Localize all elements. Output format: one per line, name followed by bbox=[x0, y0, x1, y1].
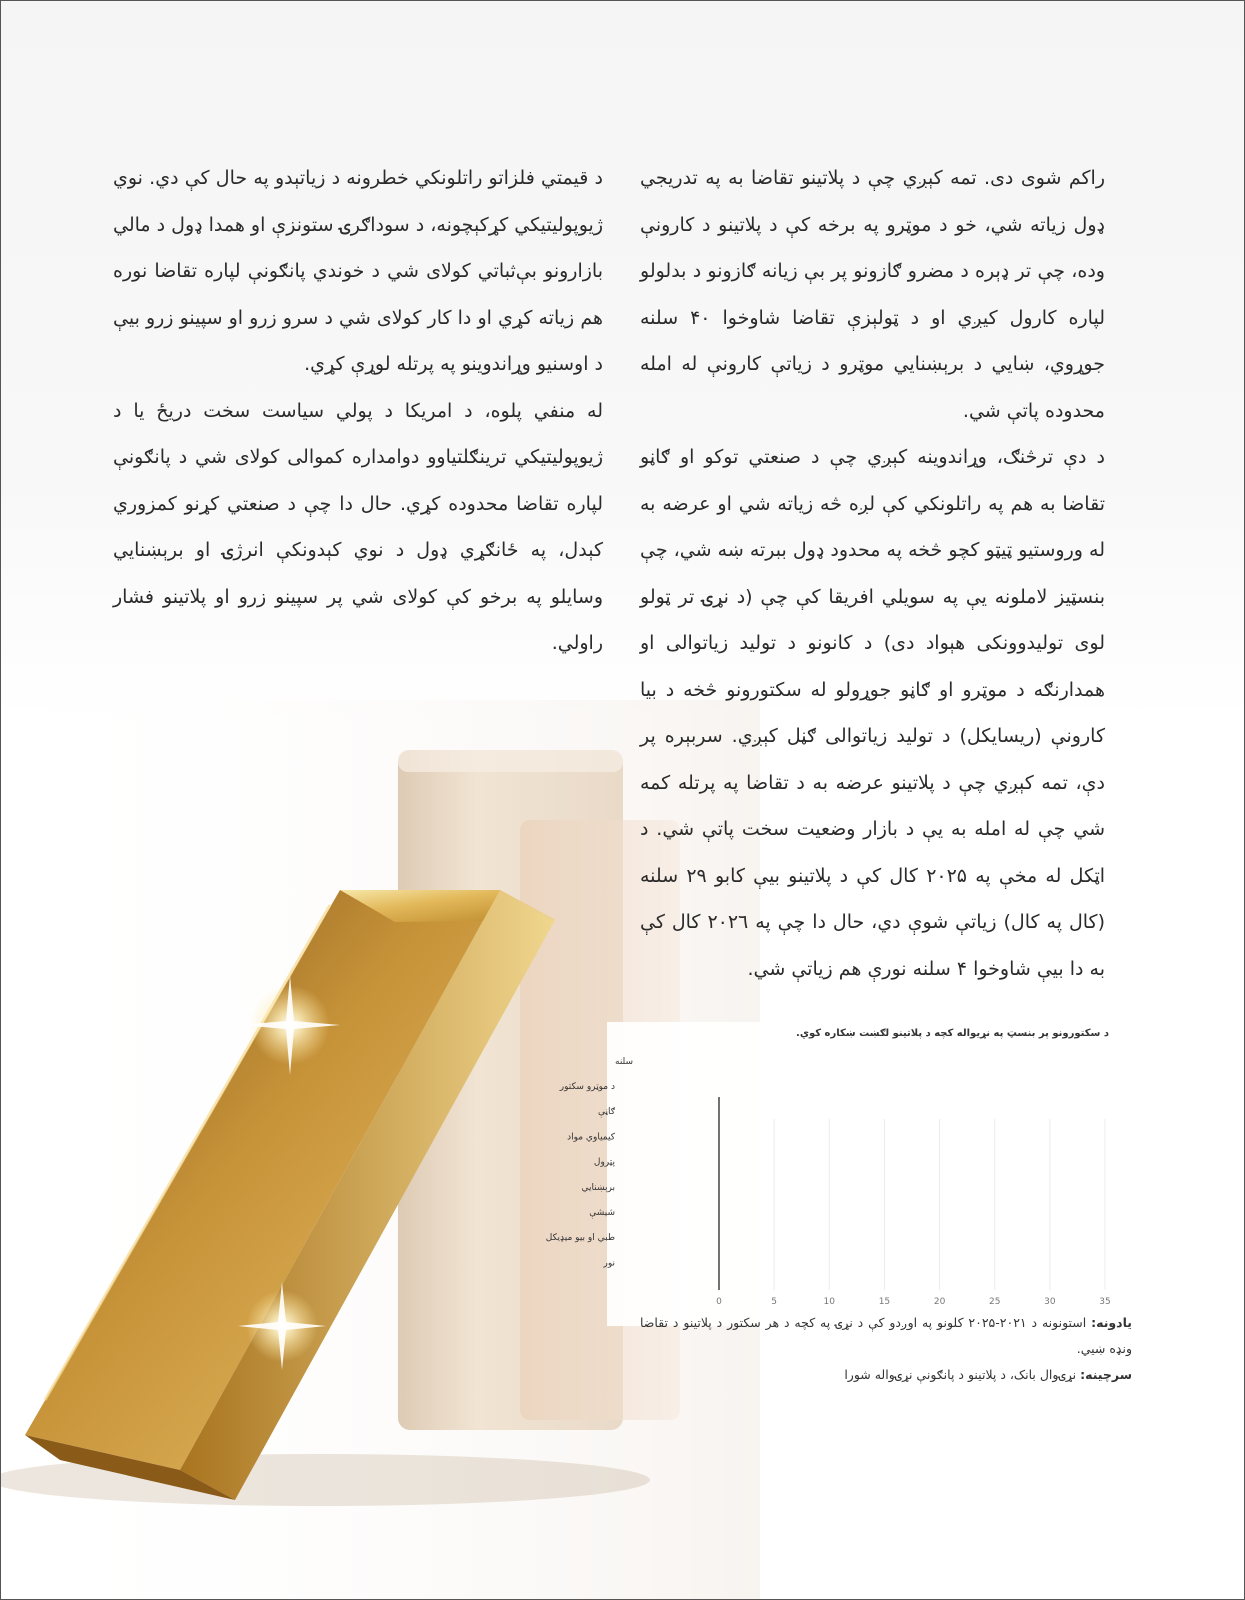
paragraph: د دې ترڅنګ، وړاندوینه کېږي چې د صنعتي توکو او ګاڼو تقاضا به هم په راتلونکي کې لږه څه زیاته شي او عرضه به له وروستیو ټیټو کچو څخه په محدود ډول ببرته ښه شي، چې بنسټیز لاملونه يې په سویلي افریقا کې چې (د نړۍ تر ټولو لوی تولیدوونکی هېواد دی) د کانونو د تولید زیاتوالی او همدارنګه د موټرو او ګاڼو جوړولو له سکتورونو څخه د بیا کارونې (ریسایکل) د تولید زیاتوالی ګڼل کېږي. سربېره پر دې، تمه کېږي چې د پلاتینو عرضه به د تقاضا په پرتله کمه شي چې له امله به يې د بازار وضعیت سخت پاتې شي. د اټکل له مخې په ۲۰۲۵ کال کې د پلاتینو بیې کابو ۲۹ سلنه (کال په کال) زیاتې شوې دي، حال دا چې په ۲۰۲٦ کال کې به دا بیې شاوخوا ۴ سلنه نورې هم زیاتې شي. bbox=[640, 446, 1106, 980]
category-label: کیمیاوي مواد bbox=[567, 1132, 615, 1143]
note-label: یادونه: bbox=[1091, 1315, 1132, 1330]
chart-note bbox=[640, 1310, 1132, 1362]
x-tick-label: 5 bbox=[771, 1297, 778, 1307]
x-tick-label: 35 bbox=[1099, 1297, 1111, 1307]
source-text: نړۍوال بانک، د پلاتینو د پانګونې نړۍواله شورا bbox=[844, 1367, 1081, 1382]
paragraph: د قیمتي فلزاتو راتلونکي خطرونه د زیاتېدو په حال کې دي. نوي ژیوپولیتیکي کړکېچونه، د سوداګرۍ ستونزې او همدا ډول د مالي بازارونو بې‌ثباتي کولای شي د خوندي پانګونې لپاره تقاضا نوره هم زیاته کړي او دا کار کولای شي د سرو زرو او سپینو زرو بیې د اوسنیو وړاندوینو په پرتله لوړې کړي. bbox=[113, 167, 603, 375]
category-label: طبي او بیو میډیکل bbox=[545, 1233, 615, 1244]
category-label: ګاڼې bbox=[597, 1107, 615, 1118]
paragraph: راکم شوی دی. تمه کېږي چې د پلاتینو تقاضا به په تدریجي ډول زیاته شي، خو د موټرو په برخه کې د پلاتینو د کارونې وده، چې تر ډېره د مضرو ګازونو پر بې زیانه ګازونو د بدلولو لپاره کارول کیږي او د ټولېزې تقاضا شاوخوا ۴۰ سلنه جوړوي، ښايي د برېښنايي موټرو د زیاتې کارونې له امله محدوده پاتې شي. bbox=[640, 167, 1105, 422]
x-tick-label: 0 bbox=[716, 1297, 722, 1307]
legend-label: سلنه bbox=[615, 1057, 634, 1067]
x-tick-label: 15 bbox=[878, 1297, 891, 1307]
x-tick-label: 30 bbox=[1044, 1297, 1056, 1307]
platinum-demand-chart bbox=[545, 1022, 1127, 1326]
paragraph: له منفي پلوه، د امریکا د پولي سیاست سخت دریځ یا د ژیوپولیتیکي ترینګلتیاوو دوامداره کموالی کولای شي د پانګونې لپاره تقاضا محدوده کړي. حال دا چې د صنعتي کړنو کمزوري کېدل، په ځانګړي ډول د نوي کېدونکې انرژۍ او برېښنايي وسایلو په برخو کې کولای شي پر سپینو زرو او پلاتینو فشار راولي. bbox=[113, 399, 603, 654]
category-label: نور bbox=[603, 1258, 615, 1269]
category-label: د موټرو سکتور bbox=[559, 1082, 615, 1092]
source-label: سرچینه: bbox=[1080, 1367, 1132, 1382]
x-tick-label: 25 bbox=[988, 1297, 1001, 1307]
x-tick-label: 10 bbox=[823, 1297, 836, 1307]
x-tick-label: 20 bbox=[933, 1297, 946, 1307]
article-left-column bbox=[113, 155, 603, 667]
category-label: شیشې bbox=[589, 1208, 615, 1218]
chart-plot bbox=[545, 1022, 1127, 1326]
chart-title: د سکتورونو پر بنسټ په نړیواله کچه د پلاتینو لګښت ښکاره کوي. bbox=[796, 1028, 1109, 1039]
category-label: برېښنايي bbox=[581, 1182, 615, 1193]
article-right-column bbox=[640, 155, 1105, 992]
note-text: استونونه د ۲۰۲۱-۲۰۲۵ کلونو په اوږدو کې د نړۍ په کچه د هر سکتور د پلاتینو د تقاضا ونډه ښيي. bbox=[640, 1315, 1132, 1356]
chart-source bbox=[640, 1362, 1132, 1388]
chart-caption bbox=[640, 1310, 1132, 1388]
category-label: پټرول bbox=[593, 1157, 615, 1168]
